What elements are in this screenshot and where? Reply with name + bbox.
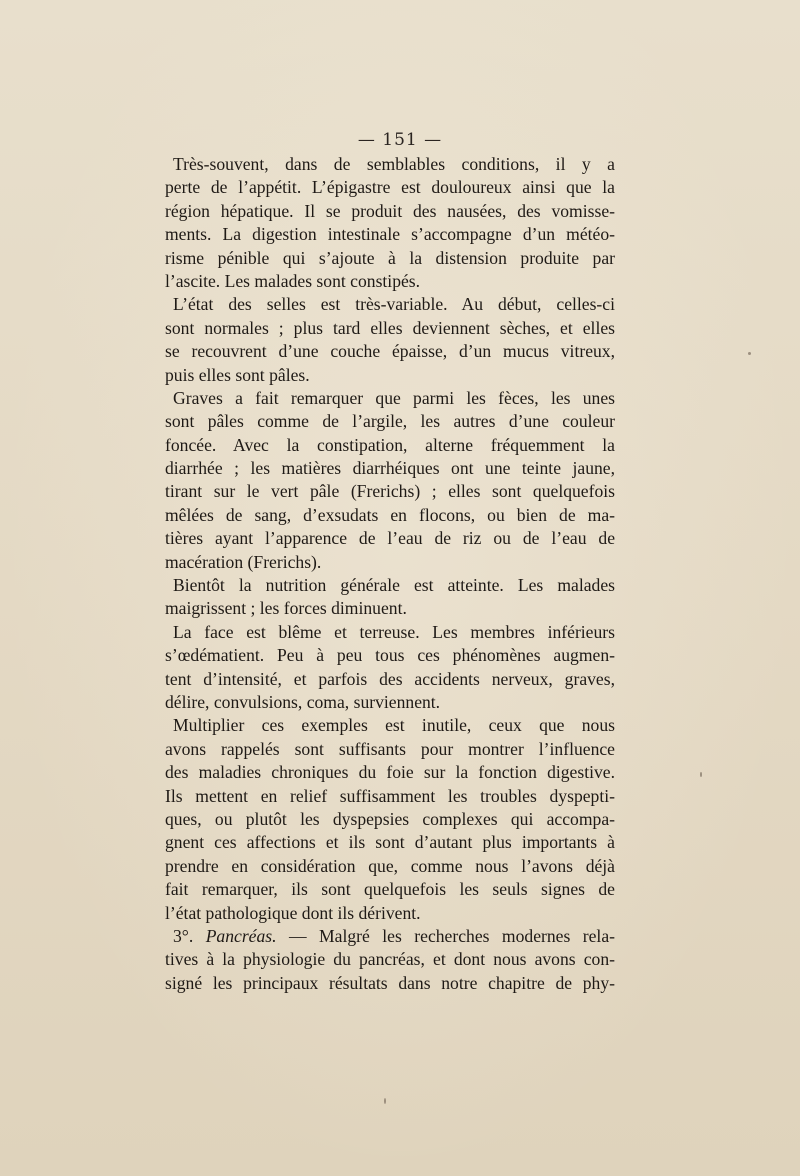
- text-line: s’œdématient. Peu à peu tous ces phénomènes augmen-: [165, 645, 615, 666]
- text-line: Bientôt la nutrition générale est atteinte. Les malades: [173, 575, 615, 596]
- text-line: l’état pathologique dont ils dérivent.: [165, 902, 421, 923]
- text-line: signé les principaux résultats dans notre chapitre de phy-: [165, 972, 615, 993]
- text-line: L’état des selles est très-variable. Au début, celles-ci: [173, 294, 615, 315]
- speck: [384, 1098, 386, 1104]
- text-line: 3°. Pancréas. — Malgré les recherches modernes rela-: [173, 925, 615, 946]
- text-line: région hépatique. Il se produit des nausées, des vomisse-: [165, 200, 615, 221]
- text-line: prendre en considération que, comme nous l’avons déjà: [165, 855, 615, 876]
- text-line: diarrhée ; les matières diarrhéiques ont une teinte jaune,: [165, 458, 615, 479]
- body-text: [165, 153, 615, 995]
- text-line: perte de l’appétit. L’épigastre est douloureux ainsi que la: [165, 177, 615, 198]
- text-line: fait remarquer, ils sont quelquefois les seuls signes de: [165, 879, 615, 900]
- text-line: gnent ces affections et ils sont d’autant plus importants à: [165, 832, 615, 853]
- text-line: foncée. Avec la constipation, alterne fréquemment la: [165, 434, 615, 455]
- text-line: l’ascite. Les malades sont constipés.: [165, 270, 421, 291]
- text-line: puis elles sont pâles.: [165, 364, 310, 385]
- text-line: des maladies chroniques du foie sur la fonction digestive.: [165, 762, 615, 783]
- text-line: tent d’intensité, et parfois des accidents nerveux, graves,: [165, 668, 615, 689]
- page-number: — 151 —: [357, 130, 443, 150]
- italic-term: Pancréas.: [205, 925, 277, 946]
- text-line: Multiplier ces exemples est inutile, ceux que nous: [173, 715, 615, 736]
- text-line: délire, convulsions, coma, surviennent.: [165, 691, 441, 712]
- text-line: Graves a fait remarquer que parmi les fèces, les unes: [173, 387, 615, 408]
- text-line: macération (Frerichs).: [165, 551, 322, 572]
- text-line: La face est blême et terreuse. Les membres inférieurs: [173, 621, 615, 642]
- text-line: mêlées de sang, d’exsudats en flocons, ou bien de ma-: [165, 504, 615, 525]
- text-line: se recouvrent d’une couche épaisse, d’un mucus vitreux,: [165, 341, 615, 362]
- text-line: Très-souvent, dans de semblables conditions, il y a: [173, 154, 615, 174]
- text-line: ments. La digestion intestinale s’accompagne d’un météo-: [165, 224, 615, 245]
- text-line: Ils mettent en relief suffisamment les troubles dyspepti-: [165, 785, 615, 806]
- speck: [748, 352, 751, 355]
- text-line: tives à la physiologie du pancréas, et dont nous avons con-: [165, 949, 615, 970]
- text-line: maigrissent ; les forces diminuent.: [165, 598, 407, 619]
- text-line: tières ayant l’apparence de l’eau de riz ou de l’eau de: [165, 528, 615, 549]
- text-line: avons rappelés sont suffisants pour montrer l’influence: [165, 738, 615, 759]
- text-line: tirant sur le vert pâle (Frerichs) ; elles sont quelquefois: [165, 481, 615, 502]
- text-line: sont pâles comme de l’argile, les autres d’une couleur: [165, 411, 615, 432]
- text-line: ques, ou plutôt les dyspepsies complexes qui accompa-: [165, 808, 615, 829]
- text-line: sont normales ; plus tard elles deviennent sèches, et elles: [165, 317, 615, 338]
- text-line: risme pénible qui s’ajoute à la distension produite par: [165, 247, 615, 268]
- speck: [700, 772, 702, 777]
